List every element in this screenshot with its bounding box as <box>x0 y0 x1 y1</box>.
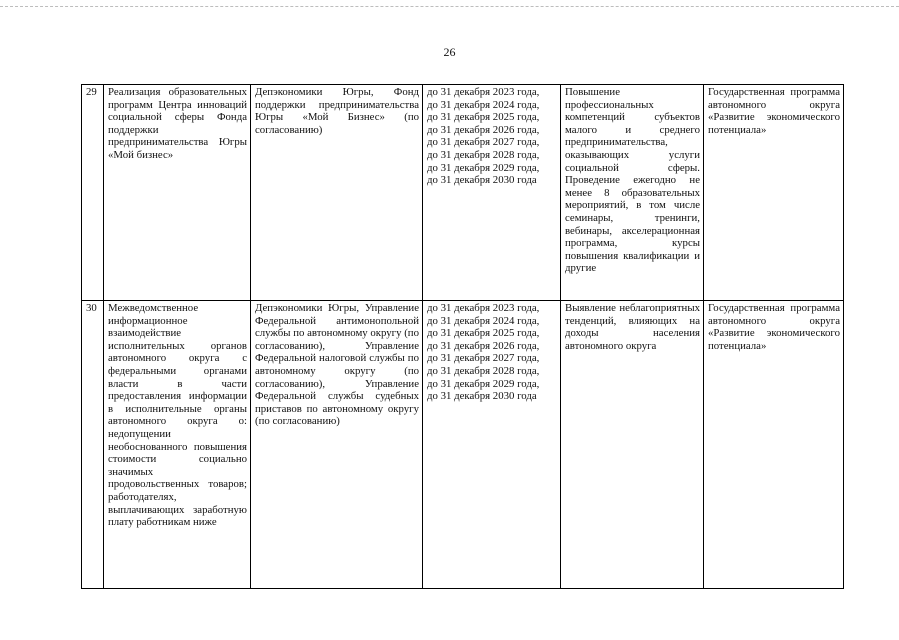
deadline-item: до 31 декабря 2026 года, <box>427 123 540 136</box>
measures-table <box>81 84 844 589</box>
executor-cell: Депэкономики Югры, Фонд поддержки предпринимательства Югры «Мой Бизнес» (по согласованию) <box>251 85 423 301</box>
activity-cell: Межведомственное информационное взаимодействие исполнительных органов автономного округа с федеральными органами власти в части предоставления информации в исполнительные органы автономного округа о: недопущении необоснованного повышения стоимости социально значимых продовольственных товаров; работодателях, выплачивающих заработную плату работникам ниже <box>104 301 251 589</box>
deadline-item: до 31 декабря 2030 года <box>427 390 537 403</box>
program-cell: Государственная программа автономного округа «Развитие экономического потенциала» <box>704 85 844 301</box>
deadline-item: до 31 декабря 2029 года, <box>427 377 540 390</box>
deadline-item: до 31 декабря 2028 года, <box>427 148 540 161</box>
row-number: 29 <box>82 85 104 301</box>
deadline-cell <box>423 85 561 301</box>
scan-top-edge <box>0 6 899 7</box>
activity-cell: Реализация образовательных программ Центра инноваций социальной сферы Фонда поддержки предпринимательства Югры «Мой бизнес» <box>104 85 251 301</box>
table-row <box>82 301 844 589</box>
row-number: 30 <box>82 301 104 589</box>
deadline-item: до 31 декабря 2024 года, <box>427 314 540 327</box>
program-cell: Государственная программа автономного округа «Развитие экономического потенциала» <box>704 301 844 589</box>
deadline-item: до 31 декабря 2025 года, <box>427 327 540 340</box>
deadline-item: до 31 декабря 2029 года, <box>427 161 540 174</box>
deadline-item: до 31 декабря 2023 года, <box>427 302 540 314</box>
table-row <box>82 85 844 301</box>
deadline-item: до 31 декабря 2028 года, <box>427 364 540 377</box>
page-number: 26 <box>443 45 456 59</box>
deadline-cell <box>423 301 561 589</box>
deadline-item: до 31 декабря 2023 года, <box>427 86 540 98</box>
deadline-item: до 31 декабря 2026 года, <box>427 339 540 352</box>
deadline-item: до 31 декабря 2027 года, <box>427 136 540 149</box>
result-cell: Выявление неблагоприятных тенденций, влияющих на доходы населения автономного округа <box>561 301 704 589</box>
deadline-item: до 31 декабря 2027 года, <box>427 352 540 365</box>
deadline-item: до 31 декабря 2024 года, <box>427 98 540 111</box>
deadline-item: до 31 декабря 2025 года, <box>427 111 540 124</box>
deadline-item: до 31 декабря 2030 года <box>427 174 537 187</box>
executor-cell: Депэкономики Югры, Управление Федеральной антимонопольной службы по автономному округу (по согласованию), Управление Федеральной налоговой службы по автономному округу (по согласованию), Управление Федеральной службы судебных приставов по автономному округу (по согласованию) <box>251 301 423 589</box>
result-cell: Повышение профессиональных компетенций субъектов малого и среднего предпринимательства, оказывающих услуги социальной сферы. Проведение ежегодно не менее 8 образовательных мероприятий, в том числе семинары, тренинги, вебинары, акселерационная программа, курсы повышения квалификации и другие <box>561 85 704 301</box>
